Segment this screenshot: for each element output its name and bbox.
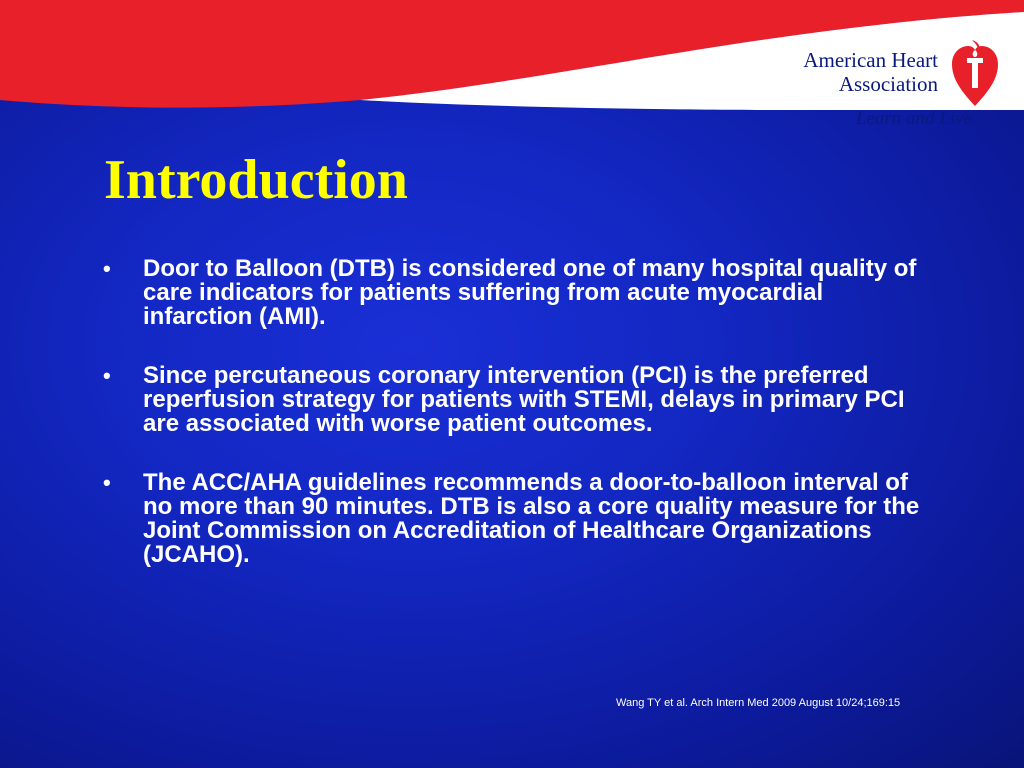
bullet-marker: • — [103, 363, 111, 388]
bullet-text: Since percutaneous coronary intervention (PCI) is the preferred reperfusion strategy for patients with STEMI, delays in primary PCI are associated with worse patient outcomes. — [143, 362, 905, 437]
slide-title: Introduction — [104, 149, 408, 211]
bullet-item — [103, 471, 923, 567]
citation: Wang TY et al. Arch Intern Med 2009 August 10/24;169:15 — [616, 697, 901, 709]
logo-tagline: Learn and Live — [855, 108, 972, 129]
heart-torch-icon — [950, 38, 1000, 110]
bullet-item — [103, 364, 923, 436]
bullet-item — [103, 257, 923, 329]
bullet-marker: • — [103, 470, 111, 495]
logo-name-line2: Association — [838, 72, 938, 96]
logo-name-line1: American Heart — [803, 48, 938, 72]
bullet-text: Door to Balloon (DTB) is considered one of many hospital quality of care indicators for patients suffering from acute myocardial infarction (AMI). — [143, 255, 917, 330]
bullet-marker: • — [103, 256, 111, 281]
aha-logo — [780, 28, 1020, 133]
bullet-list — [103, 257, 923, 602]
bullet-text: The ACC/AHA guidelines recommends a door-to-balloon interval of no more than 90 minutes. DTB is also a core quality measure for the Joint Commission on Accreditation of Healthcare Organizations (JCAHO). — [143, 469, 920, 568]
